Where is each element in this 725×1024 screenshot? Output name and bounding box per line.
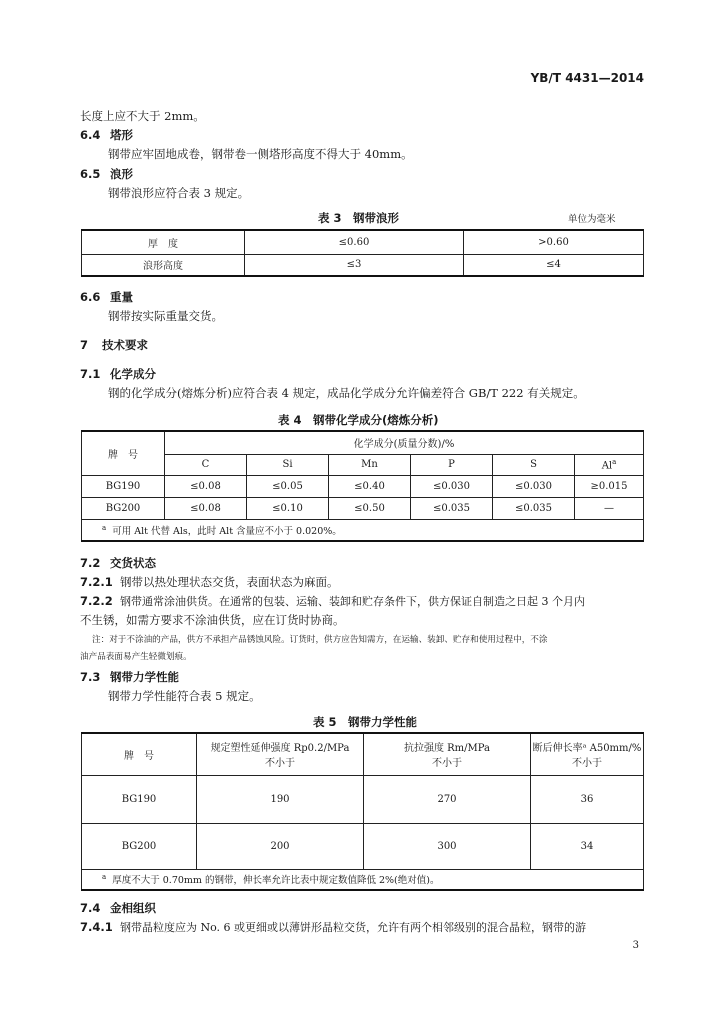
- table-4: [81, 430, 644, 542]
- table-cell: —: [575, 497, 644, 519]
- table5-caption: 表 5 钢带力学性能: [313, 715, 418, 729]
- section-heading-7-4: 7.4 金相组织: [80, 901, 156, 915]
- table-cell: BG200: [82, 497, 165, 519]
- table-cell: ≤0.60: [245, 230, 464, 254]
- table-header: P: [411, 454, 493, 475]
- table-cell: 厚 度: [82, 230, 245, 254]
- table-cell: 34: [531, 823, 644, 869]
- table-cell: 36: [531, 775, 644, 823]
- table-header: 牌 号: [82, 733, 197, 775]
- text-line: 长度上应不大于 2mm。: [80, 109, 205, 123]
- table-header: Al$^a$: [575, 454, 644, 475]
- table-cell: ≤0.035: [411, 497, 493, 519]
- table-cell: 300: [364, 823, 531, 869]
- table-5: [81, 732, 644, 891]
- section-heading-6-5: 6.5 浪形: [80, 167, 133, 181]
- table-cell: ≤4: [464, 254, 644, 276]
- table-header: 抗拉强度 Rm/MPa 不小于: [364, 733, 531, 775]
- table-cell: 270: [364, 775, 531, 823]
- table-cell: ≤0.05: [247, 475, 329, 497]
- table4-caption: 表 4 钢带化学成分(熔炼分析): [278, 413, 439, 427]
- table-cell: >0.60: [464, 230, 644, 254]
- table-header: Mn: [329, 454, 411, 475]
- table-cell: ≤0.08: [165, 475, 247, 497]
- table-header: C: [165, 454, 247, 475]
- section-heading-6-6: 6.6 重量: [80, 290, 133, 304]
- table-cell: 190: [197, 775, 364, 823]
- table-header: 化学成分(质量分数)/%: [165, 431, 644, 454]
- table-cell: ≤0.030: [493, 475, 575, 497]
- section-heading-7-1: 7.1 化学成分: [80, 367, 156, 381]
- table-cell: 浪形高度: [82, 254, 245, 276]
- table-header: 牌 号: [82, 431, 165, 475]
- table-cell: ≤0.08: [165, 497, 247, 519]
- page-number: 3: [632, 940, 639, 951]
- table-cell: ≤3: [245, 254, 464, 276]
- note-line: 注：对于不涂油的产品，供方不承担产品锈蚀风险。订货时，供方应告知需方，在运输、装卸、贮存和使用过程中，不涂: [92, 635, 548, 645]
- text-line: 钢的化学成分(熔炼分析)应符合表 4 规定，成品化学成分允许偏差符合 GB/T 222 有关规定。: [108, 386, 585, 400]
- table-header: Si: [247, 454, 329, 475]
- clause-7-2-2: 7.2.2 钢带通常涂油供货。在通常的包装、运输、装卸和贮存条件下，供方保证自制造之日起 3 个月内: [80, 594, 585, 608]
- text-line: 钢带按实际重量交货。: [108, 309, 223, 323]
- text-line: 钢带力学性能符合表 5 规定。: [108, 689, 261, 703]
- table-cell: ≤0.40: [329, 475, 411, 497]
- table-cell: ≥0.015: [575, 475, 644, 497]
- table-cell: BG200: [82, 823, 197, 869]
- clause-7-4-1: 7.4.1 钢带晶粒度应为 No. 6 或更细或以薄饼形晶粒交货，允许有两个相邻级别的混合晶粒，钢带的游: [80, 920, 587, 934]
- table-cell: BG190: [82, 775, 197, 823]
- table-header: 断后伸长率ᵃ A50mm/% 不小于: [531, 733, 644, 775]
- section-heading-7-3: 7.3 钢带力学性能: [80, 670, 179, 684]
- table3-caption: 表 3 钢带浪形: [318, 211, 400, 225]
- table-header: 规定塑性延伸强度 Rp0.2/MPa 不小于: [197, 733, 364, 775]
- table-cell: ≤0.030: [411, 475, 493, 497]
- note-line: 油产品表面易产生轻微划痕。: [80, 652, 192, 662]
- table-cell: BG190: [82, 475, 165, 497]
- table-cell: ≤0.035: [493, 497, 575, 519]
- text-line: 钢带浪形应符合表 3 规定。: [108, 186, 250, 200]
- table-footnote: $^a$ 可用 Alt 代替 Als，此时 Alt 含量应不小于 0.020%。: [82, 519, 644, 541]
- section-heading-7-2: 7.2 交货状态: [80, 556, 156, 570]
- table-footnote: $^a$ 厚度不大于 0.70mm 的钢带，伸长率允许比表中规定数值降低 2%(绝对值)。: [82, 869, 644, 890]
- table-cell: ≤0.10: [247, 497, 329, 519]
- table-cell: 200: [197, 823, 364, 869]
- section-heading-6-4: 6.4 塔形: [80, 128, 133, 142]
- clause-7-2-1: 7.2.1 钢带以热处理状态交货，表面状态为麻面。: [80, 575, 339, 589]
- section-heading-7: 7 技术要求: [80, 338, 148, 352]
- text-line: 不生锈，如需方要求不涂油供货，应在订货时协商。: [80, 613, 345, 627]
- text-line: 钢带应牢固地成卷，钢带卷一侧塔形高度不得大于 40mm。: [108, 147, 413, 161]
- standard-code: YB/T 4431—2014: [530, 71, 644, 85]
- table-header: S: [493, 454, 575, 475]
- table-3: [81, 229, 644, 277]
- table3-unit: 单位为毫米: [568, 214, 616, 225]
- table-cell: ≤0.50: [329, 497, 411, 519]
